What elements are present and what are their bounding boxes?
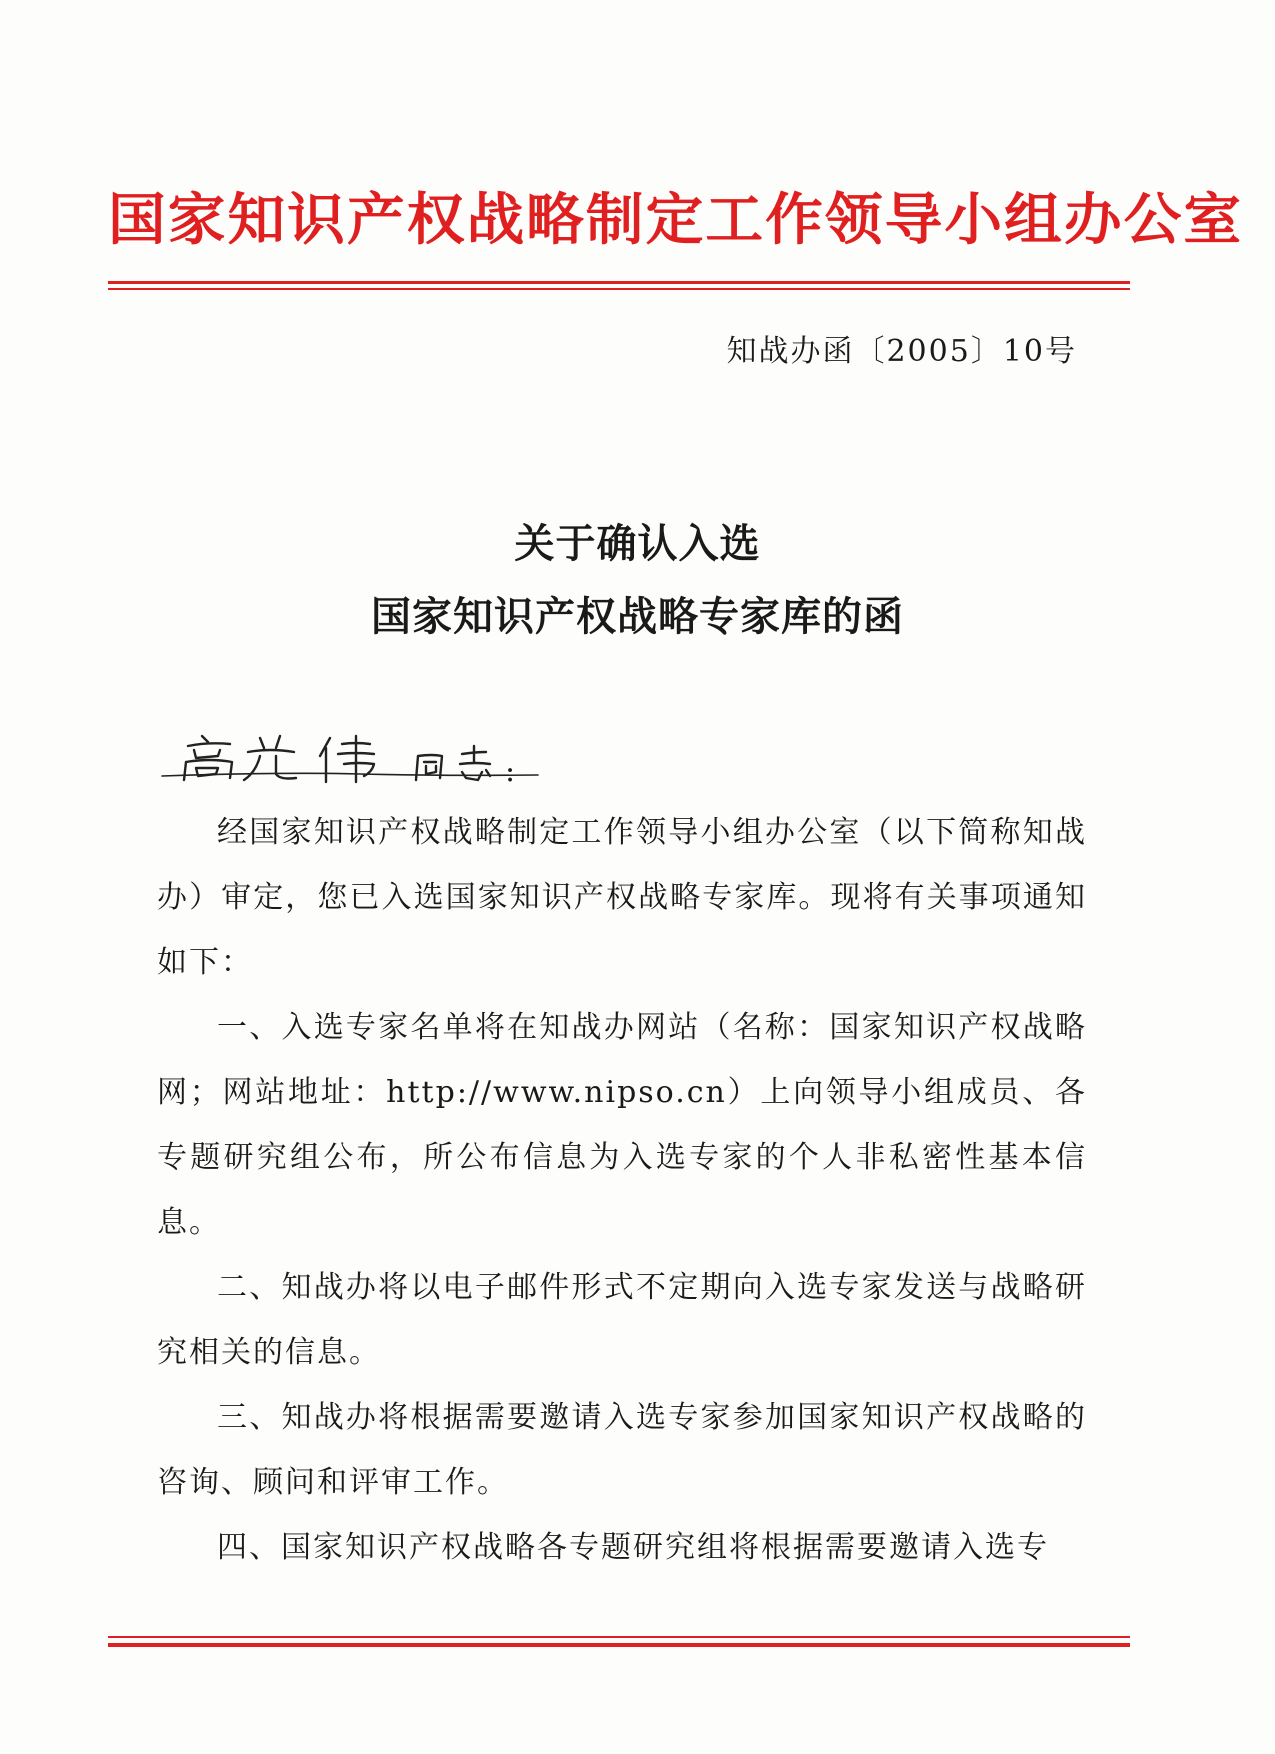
body-paragraph-intro: 经国家知识产权战略制定工作领导小组办公室（以下简称知战办）审定，您已入选国家知识产权战略专家库。现将有关事项通知如下： <box>157 815 1087 980</box>
document-title-line2: 国家知识产权战略专家库的函 <box>371 593 904 640</box>
addressee-handwriting <box>160 728 540 788</box>
body-paragraph-item-1: 一、入选专家名单将在知战办网站（名称：国家知识产权战略网；网站地址：http://www.nipso.cn）上向领导小组成员、各专题研究组公布，所公布信息为入选专家的个人非私密性基本信息。 <box>157 1010 1087 1240</box>
letter-body <box>157 800 1087 1580</box>
document-number: 知战办函〔2005〕10号 <box>726 334 1077 369</box>
body-paragraph-item-2: 二、知战办将以电子邮件形式不定期向入选专家发送与战略研究相关的信息。 <box>157 1270 1087 1370</box>
body-paragraph-item-3: 三、知战办将根据需要邀请入选专家参加国家知识产权战略的咨询、顾问和评审工作。 <box>157 1400 1087 1500</box>
letterhead-title: 国家知识产权战略制定工作领导小组办公室 <box>108 188 1244 253</box>
document-title-line1: 关于确认入选 <box>514 520 761 567</box>
footer-rule-thin <box>108 1636 1130 1638</box>
footer-rule-thick <box>108 1643 1130 1647</box>
addressee-colon: : <box>505 754 516 789</box>
body-paragraph-item-4: 四、国家知识产权战略各专题研究组将根据需要邀请入选专 <box>217 1530 1049 1565</box>
handwritten-signature-icon <box>160 728 540 788</box>
letterhead-rule-thin <box>108 288 1130 290</box>
letterhead-rule-thick <box>108 281 1130 284</box>
